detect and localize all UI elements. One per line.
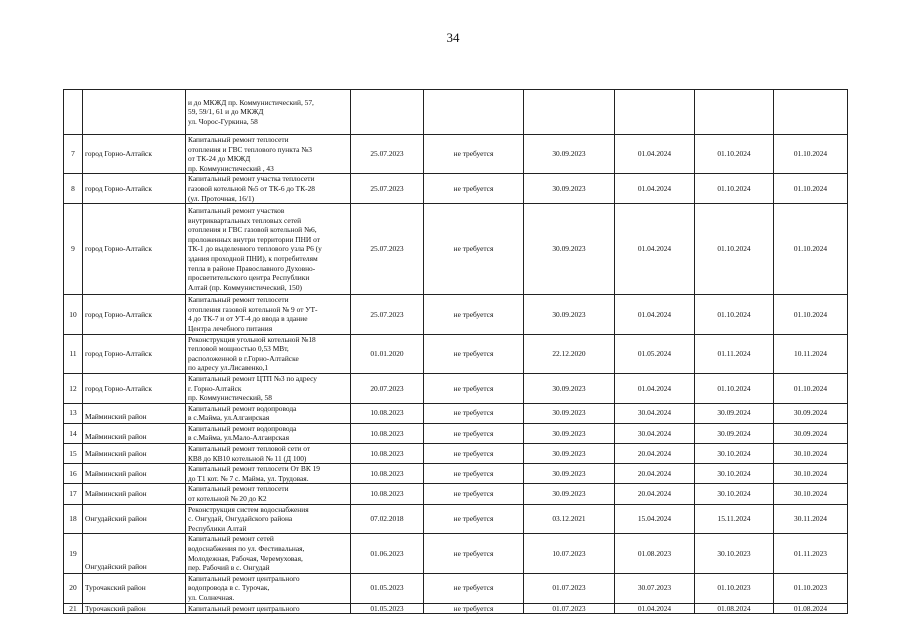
object-description-line: от котельной № 20 до К2 [188,494,267,504]
object-description-line: и до МКЖД пр. Коммунистический, 57, [188,97,314,107]
object-description-line: Капитальный ремонт водопровода [188,403,297,413]
design-end-date-cell: 01.07.2023 [524,603,615,614]
design-end-date-cell: 30.09.2023 [524,135,615,174]
table-body [64,90,848,614]
commissioning-date-cell: 30.09.2024 [774,403,848,423]
object-description-line: Капитальный ремонт тепловой сети от [188,444,311,454]
row-number: 10 [64,295,83,334]
commissioning-date-cell: 30.10.2024 [774,464,848,484]
object-description-cell [186,534,351,573]
row-number: 14 [64,423,83,443]
municipality-cell: Майминский район [83,484,186,504]
object-description-cell [186,174,351,204]
object-description-line: (ул. Проточная, 16/1) [188,193,255,203]
table-row [64,204,848,295]
commissioning-date-cell: 30.10.2024 [774,484,848,504]
table-row [64,135,848,174]
commissioning-date-cell: 30.09.2024 [774,423,848,443]
object-description-cell [186,135,351,174]
row-number: 20 [64,573,83,603]
start-date-cell: 01.05.2023 [351,573,424,603]
object-description-line: пер. Рабочий в с. Онгудай [188,563,270,573]
works-start-date-cell: 01.05.2024 [615,334,695,373]
table-row [64,444,848,464]
row-number: 18 [64,504,83,534]
commissioning-date-cell [774,90,848,135]
object-description-line: водоснабжения по ул. Фестивальная, [188,544,305,553]
design-end-date-cell: 30.09.2023 [524,464,615,484]
design-end-date-cell: 30.09.2023 [524,295,615,334]
start-date-cell: 20.07.2023 [351,373,424,403]
design-end-date-cell [524,90,615,135]
works-end-date-cell: 01.10.2024 [695,174,774,204]
object-description-line: Реконструкция угольной котельной №18 [188,334,316,344]
commissioning-date-cell: 30.10.2024 [774,444,848,464]
commissioning-date-cell: 01.10.2024 [774,373,848,403]
commissioning-date-cell: 01.10.2024 [774,174,848,204]
start-date-cell: 10.08.2023 [351,484,424,504]
municipality-cell: Онгудайский район [83,534,186,573]
expertise-cell: не требуется [424,573,524,603]
object-description-line: Капитальный ремонт центрального [188,603,300,613]
start-date-cell: 10.08.2023 [351,403,424,423]
expertise-cell: не требуется [424,423,524,443]
works-start-date-cell: 30.07.2023 [615,573,695,603]
row-number: 7 [64,135,83,174]
object-description-cell [186,204,351,295]
start-date-cell: 01.01.2020 [351,334,424,373]
object-description-line: Капитальный ремонт теплосети От ВК 19 [188,464,320,474]
start-date-cell: 10.08.2023 [351,423,424,443]
row-number [64,90,83,135]
object-description-cell [186,573,351,603]
table-row [64,464,848,484]
start-date-cell: 25.07.2023 [351,295,424,334]
object-description-line: до Т1 кот. № 7 с. Майма, ул. Трудовая. [188,473,309,483]
municipality-cell: Майминский район [83,423,186,443]
works-start-date-cell: 01.04.2024 [615,603,695,614]
table-row [64,403,848,423]
works-start-date-cell: 30.04.2024 [615,403,695,423]
commissioning-date-cell: 01.10.2024 [774,295,848,334]
object-description-line: пр. Коммунистический , 43 [188,163,274,173]
design-end-date-cell: 30.09.2023 [524,204,615,295]
object-description-line: по адресу ул.Лисавенко,1 [188,363,269,373]
expertise-cell: не требуется [424,444,524,464]
object-description-line: газовой котельной №5 от ТК-6 до ТК-28 [188,183,315,193]
commissioning-date-cell: 01.11.2023 [774,534,848,573]
object-description-line: тепла в районе Православного Духовно- [188,263,316,273]
works-end-date-cell: 30.09.2024 [695,403,774,423]
object-description-line: Капитальный ремонт ЦТП №3 по адресу [188,373,317,383]
design-end-date-cell: 03.12.2021 [524,504,615,534]
object-description-line: 59, 59/1, 61 и до МКЖД [188,107,264,117]
table-row [64,534,848,573]
design-end-date-cell: 22.12.2020 [524,334,615,373]
object-description-line: внутриквартальных тепловых сетей [188,215,302,225]
municipality-cell: Онгудайский район [83,504,186,534]
table-row [64,174,848,204]
object-description-line: ТК-1 до выделенного теплового узла Р6 (у [188,244,322,254]
works-start-date-cell: 20.04.2024 [615,484,695,504]
object-description-line: Республики Алтай [188,523,247,533]
object-description-line: КВ8 до КВ10 котельной № 11 (Д 100) [188,453,307,463]
object-description-line: ул. Чорос-Гуркина, 58 [188,116,258,126]
object-description-line: Алтай (пр. Коммунистический, 150) [188,282,302,292]
object-description-line: с. Онгудай, Онгудайского района [188,514,293,524]
table-row [64,603,848,614]
start-date-cell: 25.07.2023 [351,135,424,174]
object-description-line: Капитальный ремонт теплосети [188,484,289,494]
expertise-cell [424,90,524,135]
works-end-date-cell: 01.10.2023 [695,573,774,603]
object-description-cell [186,373,351,403]
commissioning-date-cell: 30.11.2024 [774,504,848,534]
municipality-cell: Турочакский район [83,573,186,603]
works-end-date-cell: 01.10.2024 [695,295,774,334]
works-start-date-cell: 20.04.2024 [615,464,695,484]
object-description-line: Центра лечебного питания [188,323,273,333]
works-end-date-cell: 30.10.2024 [695,464,774,484]
object-description-cell [186,444,351,464]
object-description-line: Капитальный ремонт сетей [188,534,274,544]
works-start-date-cell: 01.04.2024 [615,295,695,334]
object-description-cell [186,403,351,423]
table-row [64,573,848,603]
object-description-line: ул. Солнечная. [188,592,235,602]
object-description-line: здания проходной ПНИ), к потребителям [188,253,318,263]
table-row [64,295,848,334]
municipality-cell: город Горно-Алтайск [83,204,186,295]
works-end-date-cell: 30.09.2024 [695,423,774,443]
object-description-line: Капитальный ремонт водопровода [188,423,297,433]
object-description-line: в с.Майма, ул.Мало-Алгаирская [188,433,289,443]
expertise-cell: не требуется [424,204,524,295]
expertise-cell: не требуется [424,603,524,614]
start-date-cell: 07.02.2018 [351,504,424,534]
object-description-line: г. Горно-Алтайск [188,383,242,393]
object-description-cell [186,423,351,443]
municipality-cell: Майминский район [83,403,186,423]
works-start-date-cell: 01.04.2024 [615,174,695,204]
object-description-line: Реконструкция систем водоснабжения [188,504,309,514]
object-description-cell [186,464,351,484]
table-row [64,504,848,534]
table-row [64,334,848,373]
row-number: 21 [64,603,83,614]
object-description-line: тепловой мощностью 0,53 МВт, [188,344,289,354]
object-description-line: от ТК-24 до МКЖД [188,154,251,164]
object-description-cell [186,504,351,534]
expertise-cell: не требуется [424,484,524,504]
works-end-date-cell: 01.10.2024 [695,373,774,403]
design-end-date-cell: 10.07.2023 [524,534,615,573]
object-description-line: расположенной в г.Горно-Алтайске [188,353,299,363]
start-date-cell: 01.06.2023 [351,534,424,573]
page-number: 34 [446,30,460,45]
object-description-line: Капитальный ремонт теплосети [188,135,289,144]
start-date-cell: 25.07.2023 [351,174,424,204]
start-date-cell: 10.08.2023 [351,444,424,464]
object-description-line: проложенных внутри территории ПНИ от [188,234,320,244]
object-description-cell [186,484,351,504]
start-date-cell: 01.05.2023 [351,603,424,614]
works-schedule-table [63,89,848,614]
row-number: 15 [64,444,83,464]
table-row [64,90,848,135]
design-end-date-cell: 01.07.2023 [524,573,615,603]
object-description-line: отопления газовой котельной № 9 от УТ- [188,304,318,314]
object-description-cell [186,90,351,135]
object-description-cell [186,334,351,373]
works-start-date-cell: 01.04.2024 [615,204,695,295]
works-end-date-cell: 30.10.2024 [695,444,774,464]
works-end-date-cell: 01.10.2024 [695,135,774,174]
works-end-date-cell: 30.10.2024 [695,484,774,504]
commissioning-date-cell: 01.10.2024 [774,135,848,174]
design-end-date-cell: 30.09.2023 [524,423,615,443]
expertise-cell: не требуется [424,403,524,423]
expertise-cell: не требуется [424,504,524,534]
municipality-cell: город Горно-Алтайск [83,373,186,403]
expertise-cell: не требуется [424,135,524,174]
municipality-cell: Майминский район [83,444,186,464]
object-description-line: Капитальный ремонт участков [188,205,285,215]
works-start-date-cell: 30.04.2024 [615,423,695,443]
object-description-line: Капитальный ремонт центрального [188,573,300,583]
municipality-cell [83,90,186,135]
municipality-cell: город Горно-Алтайск [83,295,186,334]
object-description-line: в с.Майма, ул.Алгаирская [188,413,270,423]
municipality-cell: город Горно-Алтайск [83,135,186,174]
expertise-cell: не требуется [424,334,524,373]
expertise-cell: не требуется [424,295,524,334]
expertise-cell: не требуется [424,174,524,204]
works-end-date-cell: 01.10.2024 [695,204,774,295]
object-description-cell [186,603,351,614]
object-description-line: 4 до ТК-7 и от УТ-4 до ввода в здание [188,314,308,324]
expertise-cell: не требуется [424,373,524,403]
start-date-cell: 10.08.2023 [351,464,424,484]
table-row [64,423,848,443]
start-date-cell [351,90,424,135]
commissioning-date-cell: 01.10.2024 [774,204,848,295]
design-end-date-cell: 30.09.2023 [524,373,615,403]
row-number: 13 [64,403,83,423]
row-number: 9 [64,204,83,295]
row-number: 19 [64,534,83,573]
object-description-line: пр. Коммунистический, 58 [188,393,272,403]
table-row [64,373,848,403]
design-end-date-cell: 30.09.2023 [524,174,615,204]
start-date-cell: 25.07.2023 [351,204,424,295]
commissioning-date-cell: 01.08.2024 [774,603,848,614]
works-end-date-cell: 30.10.2023 [695,534,774,573]
municipality-cell: город Горно-Алтайск [83,174,186,204]
object-description-cell [186,295,351,334]
object-description-line: Капитальный ремонт участка теплосети [188,174,315,184]
table-row [64,484,848,504]
row-number: 11 [64,334,83,373]
design-end-date-cell: 30.09.2023 [524,484,615,504]
object-description-line: отопления и ГВС теплового пункта №3 [188,144,312,154]
object-description-line: просветительского центра Республики [188,273,310,283]
row-number: 16 [64,464,83,484]
design-end-date-cell: 30.09.2023 [524,403,615,423]
works-end-date-cell: 01.11.2024 [695,334,774,373]
works-start-date-cell: 01.04.2024 [615,373,695,403]
expertise-cell: не требуется [424,534,524,573]
row-number: 17 [64,484,83,504]
municipality-cell: Турочакский район [83,603,186,614]
works-start-date-cell: 01.08.2023 [615,534,695,573]
object-description-line: водопровода в с. Турочак, [188,583,270,593]
works-end-date-cell: 01.08.2024 [695,603,774,614]
works-start-date-cell: 15.04.2024 [615,504,695,534]
commissioning-date-cell: 01.10.2023 [774,573,848,603]
row-number: 8 [64,174,83,204]
works-end-date-cell: 15.11.2024 [695,504,774,534]
works-end-date-cell [695,90,774,135]
object-description-line: Молодежная, Рабочая, Черемуховая, [188,553,303,563]
commissioning-date-cell: 10.11.2024 [774,334,848,373]
design-end-date-cell: 30.09.2023 [524,444,615,464]
municipality-cell: Майминский район [83,464,186,484]
object-description-line: Капитальный ремонт теплосети [188,295,289,305]
municipality-cell: город Горно-Алтайск [83,334,186,373]
works-start-date-cell: 20.04.2024 [615,444,695,464]
object-description-line: отопления и ГВС газовой котельной №6, [188,225,317,235]
expertise-cell: не требуется [424,464,524,484]
works-start-date-cell: 01.04.2024 [615,135,695,174]
row-number: 12 [64,373,83,403]
works-start-date-cell [615,90,695,135]
